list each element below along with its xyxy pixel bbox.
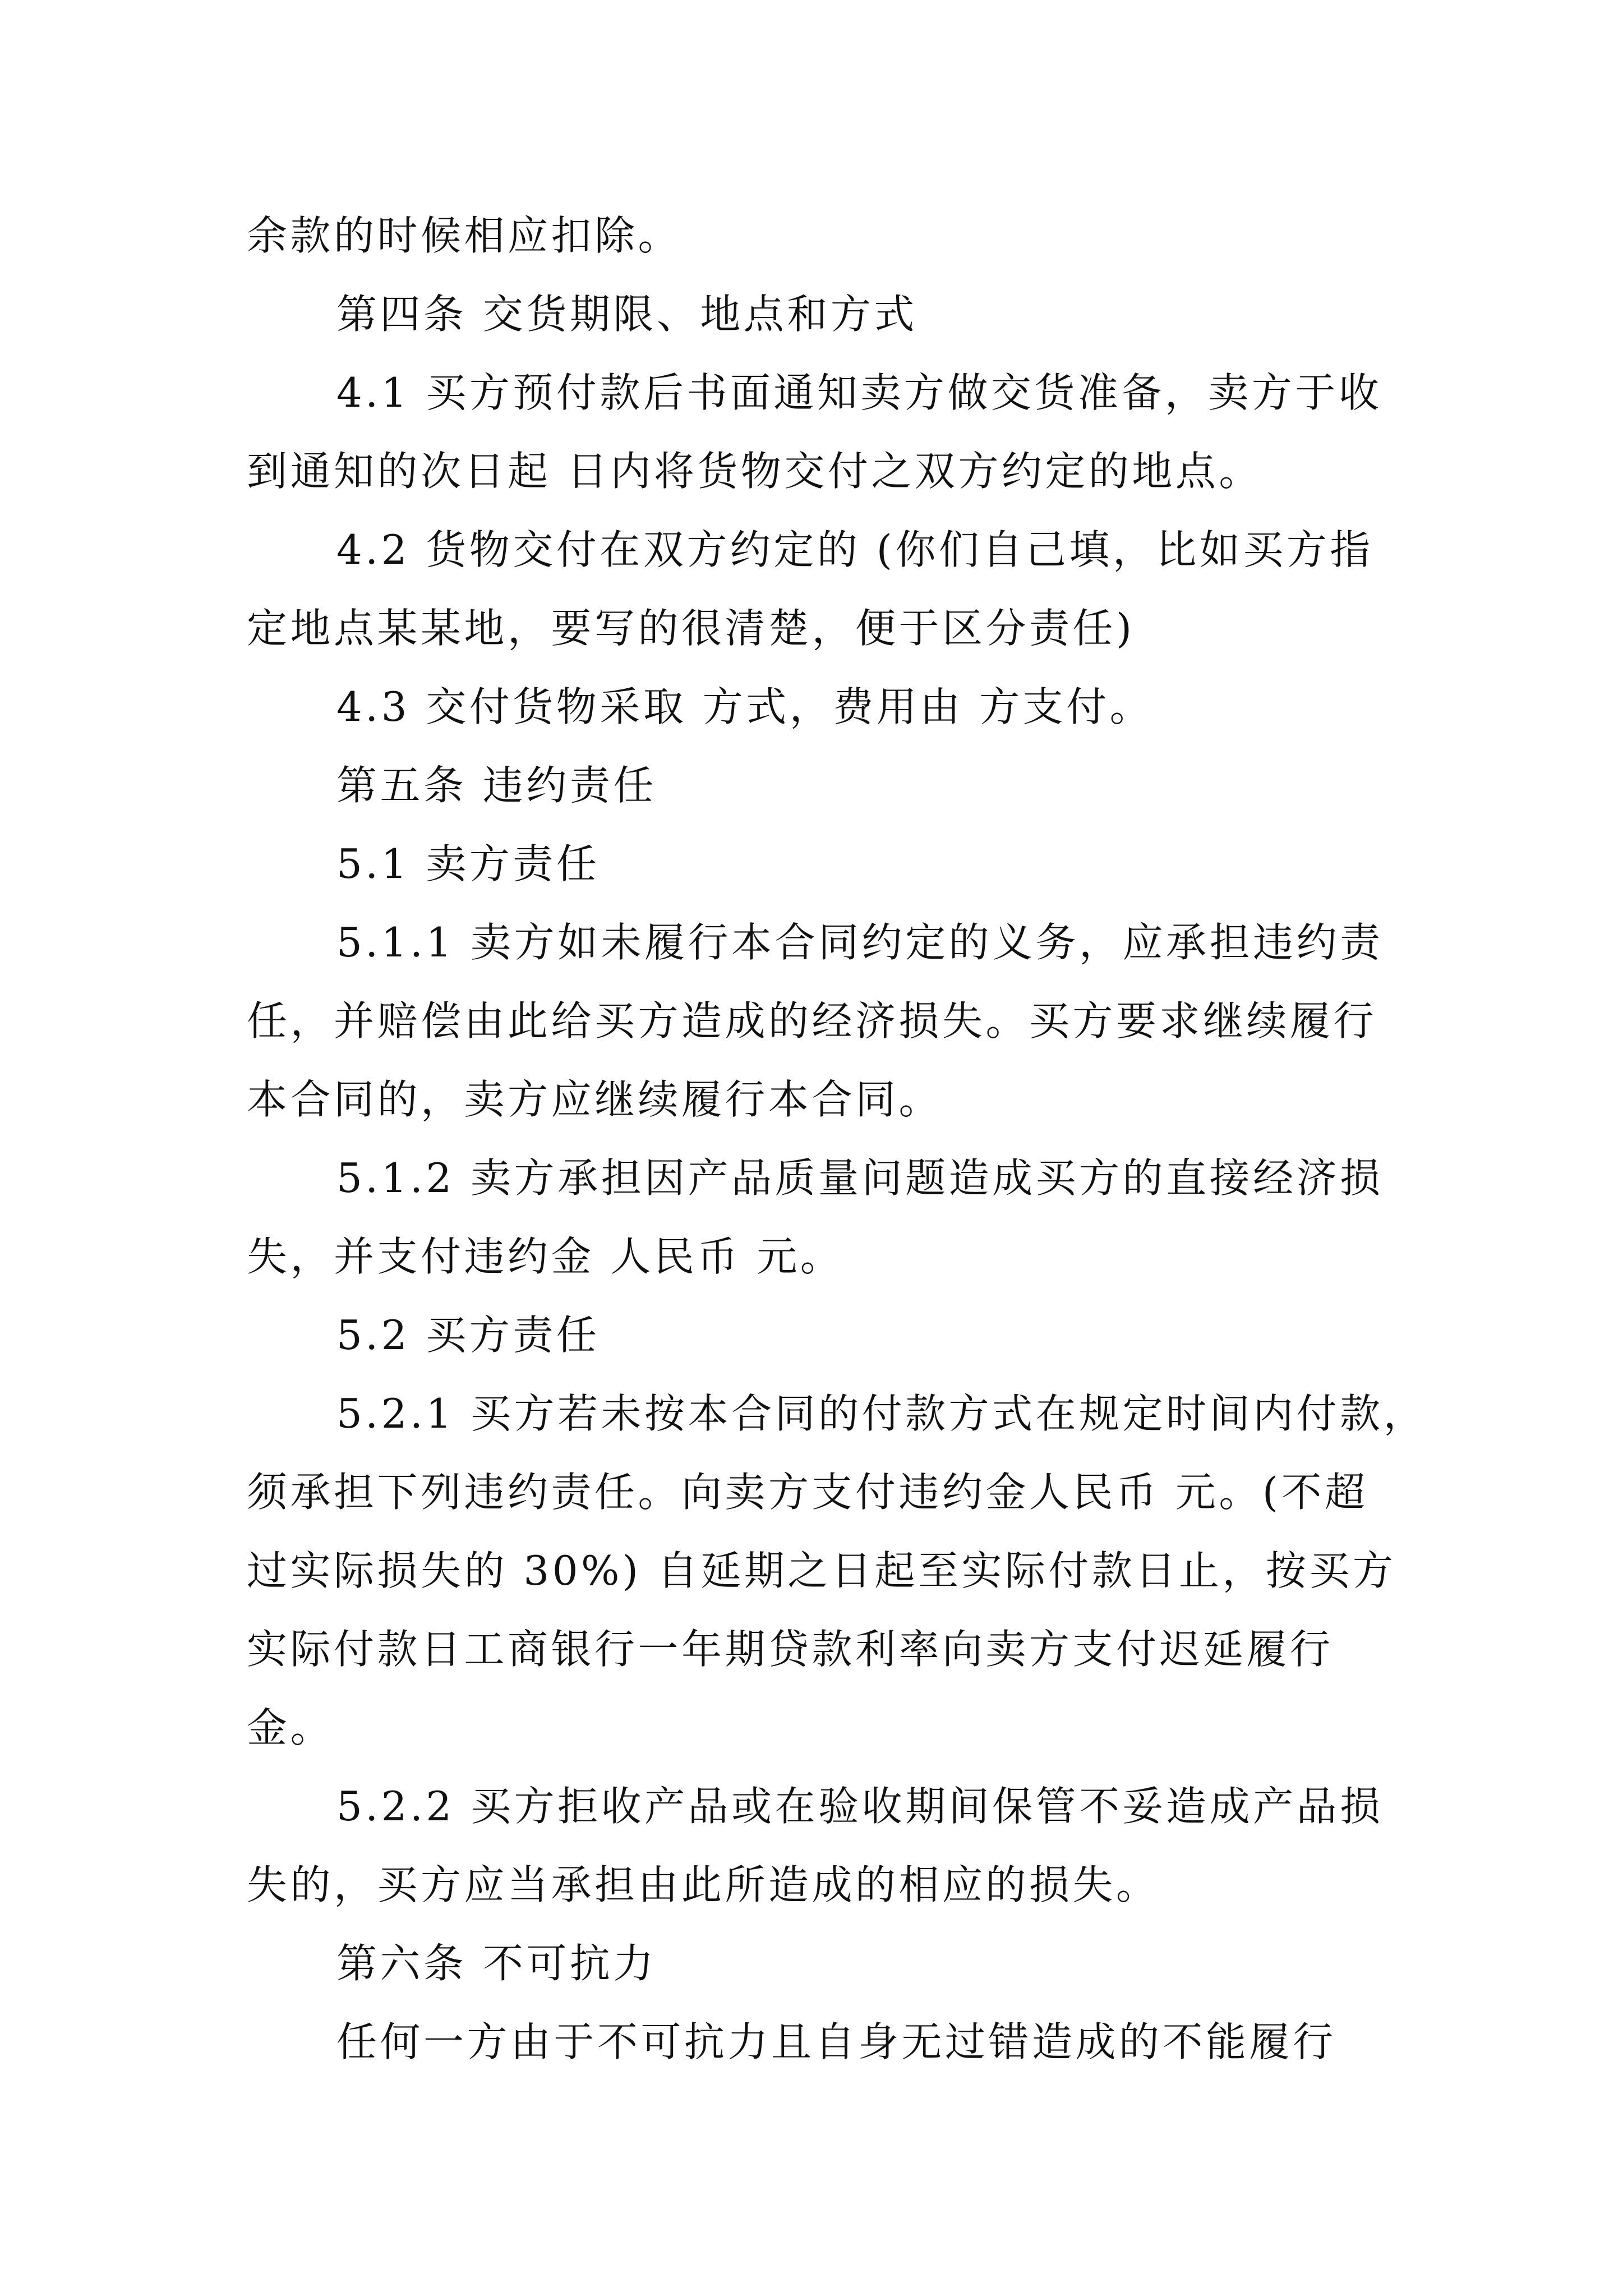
clause-heading: 5.2 买方责任 <box>336 1312 600 1359</box>
clause-text: 4.3 交付货物采取 方式，费用由 方支付。 <box>336 683 1154 730</box>
clause-text: 4.1 买方预付款后书面通知卖方做交货准备，卖方于收 <box>336 369 1382 416</box>
article-heading: 第六条 不可抗力 <box>336 1940 657 1987</box>
clause-text: 5.2.2 买方拒收产品或在验收期间保管不妥造成产品损 <box>336 1783 1384 1830</box>
clause-text: 5.2.1 买方若未按本合同的付款方式在规定时间内付款， <box>336 1390 1427 1437</box>
article-heading: 第五条 违约责任 <box>336 762 657 809</box>
text-line: 任，并赔偿由此给买方造成的经济损失。买方要求继续履行 <box>247 997 1377 1045</box>
clause-text: 5.1.2 卖方承担因产品质量问题造成买方的直接经济损 <box>336 1154 1384 1202</box>
text-line: 过实际损失的 30%) 自延期之日起至实际付款日止，按买方 <box>247 1547 1396 1594</box>
text-line: 实际付款日工商银行一年期贷款利率向卖方支付迟延履行 <box>247 1626 1334 1673</box>
text-line: 金。 <box>247 1704 334 1751</box>
text-line: 失的，买方应当承担由此所造成的相应的损失。 <box>247 1861 1160 1908</box>
clause-text: 4.2 货物交付在双方约定的 (你们自己填，比如买方指 <box>336 526 1373 573</box>
text-line: 余款的时候相应扣除。 <box>247 212 682 259</box>
text-line: 须承担下列违约责任。向卖方支付违约金人民币 元。(不超 <box>247 1469 1368 1516</box>
clause-heading: 5.1 卖方责任 <box>336 840 600 887</box>
article-heading: 第四条 交货期限、地点和方式 <box>336 291 917 338</box>
text-line: 失，并支付违约金 人民币 元。 <box>247 1233 844 1280</box>
text-line: 定地点某某地，要写的很清楚，便于区分责任) <box>247 605 1135 652</box>
clause-text: 5.1.1 卖方如未履行本合同约定的义务，应承担违约责 <box>336 919 1384 966</box>
text-line: 本合同的，卖方应继续履行本合同。 <box>247 1076 943 1123</box>
text-line: 到通知的次日起 日内将货物交付之双方约定的地点。 <box>247 448 1262 495</box>
clause-text: 任何一方由于不可抗力且自身无过错造成的不能履行 <box>336 2018 1336 2065</box>
